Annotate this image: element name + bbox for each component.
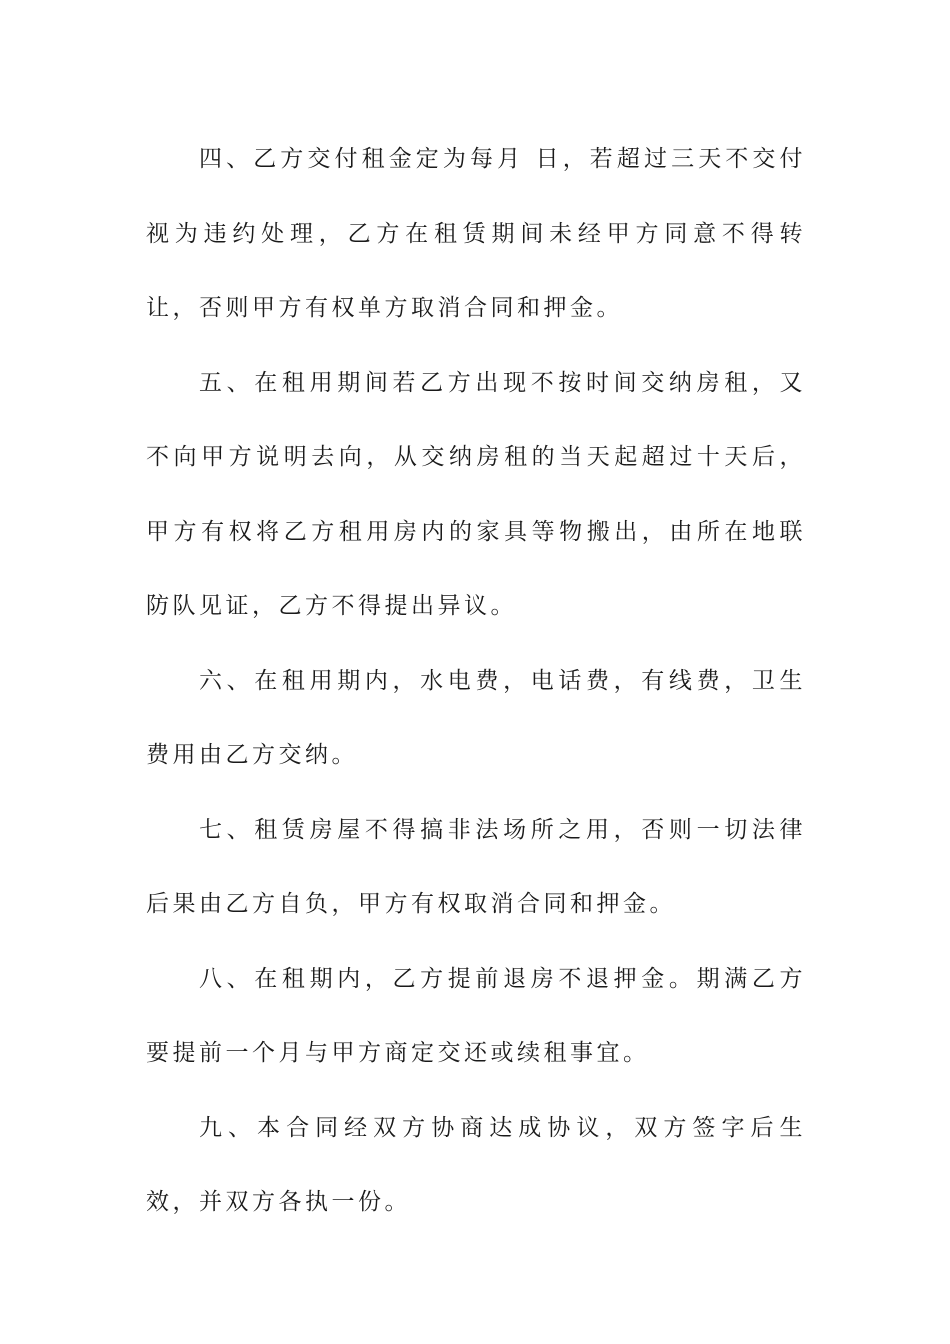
clause-6-paragraph: 六、在租用期内，水电费，电话费，有线费，卫生费用由乙方交纳。 bbox=[146, 667, 806, 768]
clause-7-paragraph: 七、租赁房屋不得搞非法场所之用，否则一切法律后果由乙方自负，甲方有权取消合同和押金。 bbox=[146, 816, 806, 917]
clause-9-paragraph: 九、本合同经双方协商达成协议，双方签字后生效，并双方各执一份。 bbox=[146, 1114, 806, 1215]
clause-8-paragraph: 八、在租期内，乙方提前退房不退押金。期满乙方要提前一个月与甲方商定交还或续租事宜。 bbox=[146, 965, 806, 1066]
document-body bbox=[146, 122, 806, 1240]
clause-4-paragraph: 四、乙方交付租金定为每月 日，若超过三天不交付视为违约处理，乙方在租赁期间未经甲方同意不得转让，否则甲方有权单方取消合同和押金。 bbox=[146, 146, 806, 321]
clause-5-paragraph: 五、在租用期间若乙方出现不按时间交纳房租，又不向甲方说明去向，从交纳房租的当天起超过十天后，甲方有权将乙方租用房内的家具等物搬出，由所在地联防队见证，乙方不得提出异议。 bbox=[146, 369, 806, 619]
